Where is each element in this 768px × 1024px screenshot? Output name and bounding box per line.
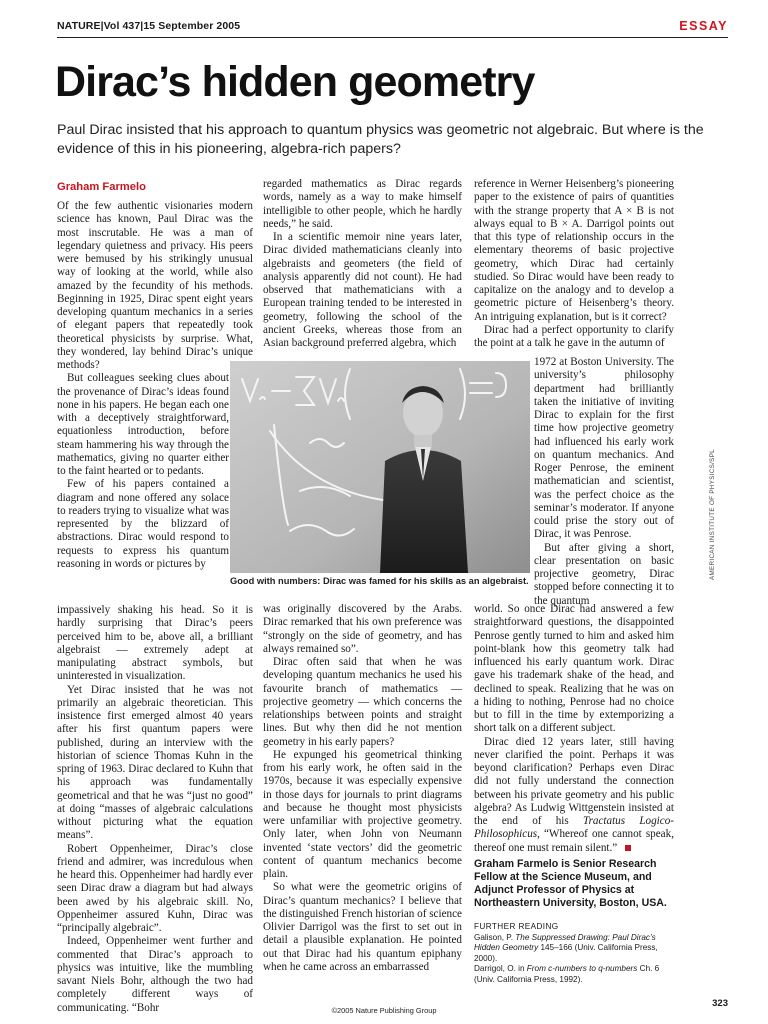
ref-author: Galison, P. — [474, 932, 513, 942]
paragraph: Few of his papers contained a diagram and none offered any solace to readers trying to visualize what was represented by the blizzard of abstractions. Dirac would respond to requests to express his quantum reasoning in words or pictures by — [57, 478, 229, 570]
photo-illustration — [230, 361, 530, 573]
ref-author: Darrigol, O. in — [474, 964, 525, 974]
paragraph: He expunged his geometrical thinking from his early work, he often said in the 1970s, because it was especially expensive in those days for journals to print diagrams and because he thought most physicists were unfamiliar with projective geometry. Only later, when John von Neumann invented ‘state vectors’ did the geometric content of quantum mechanics become plain. — [263, 748, 462, 880]
column-2-bottom — [263, 603, 462, 974]
paragraph: Yet Dirac insisted that he was not primarily an algebraic theoretician. This insistence first emerged almost 40 years after his first quantum papers were published, during an interview with the historian of science Thomas Kuhn in the spring of 1963. Dirac declared to Kuhn that his approach was fundamentally geometrical and that he was “just no good” at doing “masses of algebraic calculations without picturing what the equation means”. — [57, 683, 253, 842]
paragraph: 1972 at Boston University. The university’s philosophy department had brilliantly taken the initiative of inviting Dirac to explain for the first time how projective geometry had influenced his early work on quantum mechanics. And Roger Penrose, the eminent mathematician and scientist, was the perfect choice as the seminar’s moderator. If anyone could prise the story out of Dirac, it was Penrose. — [534, 356, 674, 541]
further-reading-heading: FURTHER READING — [474, 921, 559, 931]
section-label: ESSAY — [679, 19, 728, 33]
paragraph-text: , “Whereof one cannot speak, thereof one must remain silent.” — [474, 828, 674, 854]
paragraph — [474, 736, 674, 855]
paragraph: Robert Oppenheimer, Dirac’s close friend and admirer, was incredulous when he heard this. Oppenheimer had hardly ever seen Dirac draw a diagram but had always been awed by his algebraic skill. No, Oppenheimer assured Kuhn, Dirac was “principally algebraic”. — [57, 842, 253, 934]
end-mark-icon — [625, 845, 631, 851]
further-reading-ref-2 — [474, 964, 674, 985]
copyright-footer: ©2005 Nature Publishing Group — [331, 1006, 437, 1015]
header-rule — [57, 37, 728, 38]
paragraph: world. So once Dirac had answered a few straightforward questions, the disappointed Penrose gently turned to him and asked him point-blank how this geometry talk had influenced his early quantum work. Dirac gave his trademark shake of the head, and declined to speak. Realizing that he was on a hiding to nothing, Penrose had no choice but to fill in the time by extemporizing a short talk on a different subject. — [474, 603, 674, 735]
paragraph: Of the few authentic visionaries modern science has known, Paul Dirac was the most inscrutable. He was a man of legendary quietness and privacy. His peers were bemused by his strikingly unusual way of looking at the world, while also amazed by the fecundity of his methods. Beginning in 1925, Dirac spent eight years developing quantum mechanics in a series of elegant papers that repeatedly took theoretical physicists by surprise. What, they wondered, lay behind Dirac’s unique methods? — [57, 200, 253, 371]
paragraph: But after giving a short, clear presentation on basic projective geometry, Dirac stopped before connecting it to the quantum — [534, 541, 674, 607]
column-1-bottom — [57, 604, 253, 1015]
paragraph: Dirac often said that when he was developing quantum mechanics he used his favourite branch of mathematics — projective geometry — which concerns the relationships between points and straight lines. But why then did he not mention geometry in his early papers? — [263, 656, 462, 748]
paragraph: reference in Werner Heisenberg’s pioneering paper to the existence of pairs of quantities with the strange property that A × B is not always equal to B × A. Darrigol points out that this type of relationship occurs in the elementary theorems of basic projective geometry, which Dirac had certainly studied. So Dirac would have been ready to capitalize on the analogy and to develop a geometric picture of Heisenberg’s theory. An intriguing explanation, but is it correct? — [474, 178, 674, 323]
photo-credit — [700, 360, 716, 580]
author-bio: Graham Farmelo is Senior Research Fellow at the Science Museum, and Adjunct Professor of Physics at Northeastern University, Boston, USA. — [474, 857, 667, 910]
paragraph: impassively shaking his head. So it is hardly surprising that Dirac’s peers perceived him to be, above all, a brilliant algebraist — extremely adept at manipulating abstract symbols, but uninterested in visualization. — [57, 604, 253, 683]
page-number: 323 — [712, 998, 728, 1009]
article-title: Dirac’s hidden geometry — [55, 58, 535, 106]
italic-title: Tractatus Logico-Philosophicus — [474, 815, 674, 841]
column-3-wrap — [534, 356, 674, 608]
paragraph: regarded mathematics as Dirac regards words, namely as a way to make himself intelligible to other people, which he hardly needs,” he said. — [263, 178, 462, 230]
figure-caption: Good with numbers: Dirac was famed for his skills as an algebraist. — [230, 576, 529, 586]
paragraph: So what were the geometric origins of Dirac’s quantum mechanics? I believe that the distinguished French historian of science Olivier Darrigol was the first to set out in detail a plausible explanation. He pointed out that Dirac had his quantum epiphany when he came across an embarrassed — [263, 881, 462, 973]
column-2-top — [263, 178, 462, 350]
ref-title: From c-numbers to q-numbers — [526, 964, 638, 974]
ref-details: 145–166 (Univ. California Press, 2000). — [474, 943, 658, 963]
paragraph: Indeed, Oppenheimer went further and commented that Dirac’s approach to physics was intuitive, like the mumbling savant Niels Bohr, although the two had completely different ways of communicating. “Bohr — [57, 935, 253, 1014]
author-byline: Graham Farmelo — [57, 181, 146, 193]
photo-credit-text: AMERICAN INSTITUTE OF PHYSICS/SPL — [709, 449, 716, 580]
ref-details: Ch. 6 (Univ. California Press, 1992). — [474, 964, 660, 984]
journal-header: NATURE|Vol 437|15 September 2005 — [57, 20, 241, 32]
column-1-top — [57, 200, 253, 571]
paragraph: In a scientific memoir nine years later, Dirac divided mathematicians cleanly into algebraists and geometers (the field of analysis apparently did not count). He had observed that mathematicians with a European training tended to be interested in geometry, following the school of the ancient Greeks, whereas those from an Asian background preferred algebra, which — [263, 231, 462, 349]
ref-title: The Suppressed Drawing: Paul Dirac’s Hidden Geometry — [474, 932, 656, 953]
column-3-top — [474, 178, 674, 350]
further-reading-ref-1 — [474, 933, 674, 965]
dirac-photo — [230, 361, 530, 573]
paragraph: was originally discovered by the Arabs. Dirac remarked that his own preference was “strongly on the side of geometry, and has always remained so”. — [263, 603, 462, 655]
paragraph-text: Dirac died 12 years later, still having never clarified the point. Perhaps it was beyond clarification? Perhaps even Dirac did not fully understand the connection between his private geometry and his public algebra? As Ludwig Wittgenstein insisted at the end of his — [474, 735, 674, 827]
column-3-bottom — [474, 603, 674, 985]
standfirst: Paul Dirac insisted that his approach to quantum physics was geometric not algebraic. But where is the evidence of this in his pioneering, algebra-rich papers? — [57, 122, 704, 157]
paragraph: But colleagues seeking clues about the provenance of Dirac’s ideas found none in his papers. He began each one with a deceptively straightforward, equationless introduction, before steam hammering his way through the mathematics, giving no quarter either to the faint hearted or to pedants. — [57, 372, 229, 477]
paragraph: Dirac had a perfect opportunity to clarify the point at a talk he gave in the autumn of — [474, 323, 674, 349]
